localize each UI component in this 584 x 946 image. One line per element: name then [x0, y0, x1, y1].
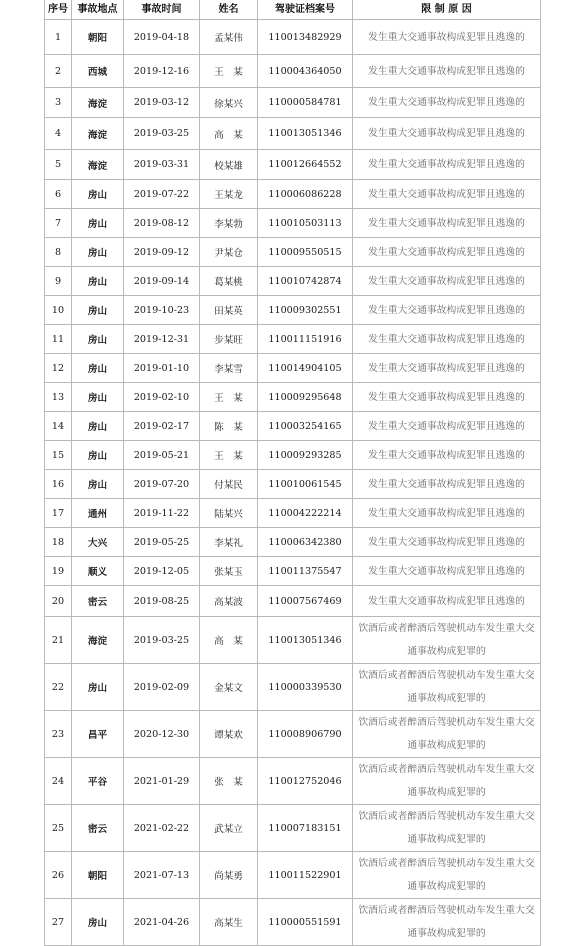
header-index: 序号	[45, 0, 72, 20]
cell-name: 徐某兴	[200, 88, 258, 118]
cell-date: 2019-02-09	[124, 664, 200, 711]
cell-index: 4	[45, 118, 72, 150]
cell-reason: 发生重大交通事故构成犯罪且逃逸的	[353, 238, 541, 267]
cell-license-no: 110011522901	[258, 852, 353, 899]
cell-index: 17	[45, 499, 72, 528]
cell-index: 12	[45, 354, 72, 383]
cell-index: 6	[45, 180, 72, 209]
cell-date: 2019-09-14	[124, 267, 200, 296]
cell-name: 张某玉	[200, 557, 258, 586]
cell-name: 王 某	[200, 383, 258, 412]
cell-index: 11	[45, 325, 72, 354]
cell-reason: 发生重大交通事故构成犯罪且逃逸的	[353, 296, 541, 325]
cell-date: 2019-07-20	[124, 470, 200, 499]
cell-index: 9	[45, 267, 72, 296]
cell-date: 2019-03-25	[124, 118, 200, 150]
cell-location: 房山	[72, 325, 124, 354]
cell-index: 10	[45, 296, 72, 325]
table-row	[45, 441, 541, 470]
cell-index: 19	[45, 557, 72, 586]
cell-reason: 发生重大交通事故构成犯罪且逃逸的	[353, 499, 541, 528]
table-row	[45, 412, 541, 441]
table-row	[45, 528, 541, 557]
cell-name: 李某礼	[200, 528, 258, 557]
cell-index: 20	[45, 586, 72, 617]
cell-reason: 发生重大交通事故构成犯罪且逃逸的	[353, 267, 541, 296]
cell-name: 谭某欢	[200, 711, 258, 758]
cell-reason: 发生重大交通事故构成犯罪且逃逸的	[353, 88, 541, 118]
cell-location: 房山	[72, 180, 124, 209]
cell-location: 密云	[72, 586, 124, 617]
cell-license-no: 110004364050	[258, 55, 353, 88]
cell-reason: 饮酒后或者醉酒后驾驶机动车发生重大交通事故构成犯罪的	[353, 852, 541, 899]
cell-index: 15	[45, 441, 72, 470]
cell-date: 2019-03-12	[124, 88, 200, 118]
cell-license-no: 110003254165	[258, 412, 353, 441]
table-row	[45, 557, 541, 586]
cell-location: 房山	[72, 441, 124, 470]
cell-reason: 发生重大交通事故构成犯罪且逃逸的	[353, 586, 541, 617]
cell-index: 18	[45, 528, 72, 557]
cell-reason: 饮酒后或者醉酒后驾驶机动车发生重大交通事故构成犯罪的	[353, 711, 541, 758]
cell-date: 2019-09-12	[124, 238, 200, 267]
table-row	[45, 586, 541, 617]
table-row	[45, 296, 541, 325]
restriction-table	[44, 0, 541, 946]
table-row	[45, 711, 541, 758]
cell-reason: 饮酒后或者醉酒后驾驶机动车发生重大交通事故构成犯罪的	[353, 617, 541, 664]
header-location: 事故地点	[72, 0, 124, 20]
cell-index: 24	[45, 758, 72, 805]
cell-name: 李某雪	[200, 354, 258, 383]
cell-location: 海淀	[72, 88, 124, 118]
cell-license-no: 110012752046	[258, 758, 353, 805]
cell-date: 2019-03-25	[124, 617, 200, 664]
table-row	[45, 470, 541, 499]
cell-name: 葛某桃	[200, 267, 258, 296]
table-row	[45, 150, 541, 180]
cell-location: 顺义	[72, 557, 124, 586]
table-row	[45, 852, 541, 899]
cell-name: 李某勃	[200, 209, 258, 238]
cell-name: 高某生	[200, 899, 258, 946]
table-row	[45, 209, 541, 238]
cell-date: 2021-02-22	[124, 805, 200, 852]
cell-location: 海淀	[72, 118, 124, 150]
cell-name: 孟某伟	[200, 20, 258, 55]
cell-name: 校某雄	[200, 150, 258, 180]
table-row	[45, 383, 541, 412]
header-row	[45, 0, 541, 20]
cell-index: 22	[45, 664, 72, 711]
cell-reason: 饮酒后或者醉酒后驾驶机动车发生重大交通事故构成犯罪的	[353, 758, 541, 805]
cell-name: 尹某仓	[200, 238, 258, 267]
cell-license-no: 110008906790	[258, 711, 353, 758]
cell-date: 2019-01-10	[124, 354, 200, 383]
cell-location: 房山	[72, 238, 124, 267]
cell-license-no: 110012664552	[258, 150, 353, 180]
cell-name: 尚某勇	[200, 852, 258, 899]
cell-index: 5	[45, 150, 72, 180]
cell-date: 2019-12-05	[124, 557, 200, 586]
cell-index: 26	[45, 852, 72, 899]
cell-license-no: 110009550515	[258, 238, 353, 267]
cell-location: 通州	[72, 499, 124, 528]
cell-index: 13	[45, 383, 72, 412]
cell-location: 海淀	[72, 617, 124, 664]
cell-date: 2019-05-25	[124, 528, 200, 557]
cell-name: 高 某	[200, 617, 258, 664]
table-row	[45, 354, 541, 383]
cell-license-no: 110013051346	[258, 118, 353, 150]
cell-location: 房山	[72, 899, 124, 946]
cell-date: 2019-12-16	[124, 55, 200, 88]
cell-index: 3	[45, 88, 72, 118]
cell-date: 2019-07-22	[124, 180, 200, 209]
cell-location: 房山	[72, 209, 124, 238]
cell-date: 2019-03-31	[124, 150, 200, 180]
cell-reason: 发生重大交通事故构成犯罪且逃逸的	[353, 180, 541, 209]
cell-name: 王 某	[200, 441, 258, 470]
cell-location: 平谷	[72, 758, 124, 805]
cell-location: 朝阳	[72, 852, 124, 899]
cell-name: 田某英	[200, 296, 258, 325]
cell-location: 房山	[72, 412, 124, 441]
table-row	[45, 899, 541, 946]
table-row	[45, 617, 541, 664]
cell-reason: 发生重大交通事故构成犯罪且逃逸的	[353, 209, 541, 238]
cell-name: 陆某兴	[200, 499, 258, 528]
cell-location: 西城	[72, 55, 124, 88]
cell-date: 2021-04-26	[124, 899, 200, 946]
cell-location: 昌平	[72, 711, 124, 758]
cell-name: 王 某	[200, 55, 258, 88]
cell-location: 房山	[72, 296, 124, 325]
cell-reason: 发生重大交通事故构成犯罪且逃逸的	[353, 557, 541, 586]
cell-location: 房山	[72, 354, 124, 383]
cell-name: 付某民	[200, 470, 258, 499]
cell-date: 2019-05-21	[124, 441, 200, 470]
cell-reason: 发生重大交通事故构成犯罪且逃逸的	[353, 441, 541, 470]
cell-name: 步某旺	[200, 325, 258, 354]
cell-reason: 饮酒后或者醉酒后驾驶机动车发生重大交通事故构成犯罪的	[353, 899, 541, 946]
table-row	[45, 118, 541, 150]
cell-date: 2019-08-12	[124, 209, 200, 238]
cell-index: 25	[45, 805, 72, 852]
cell-name: 王某龙	[200, 180, 258, 209]
cell-index: 7	[45, 209, 72, 238]
table-row	[45, 55, 541, 88]
table-row	[45, 805, 541, 852]
table-row	[45, 499, 541, 528]
header-license-no: 驾驶证档案号	[258, 0, 353, 20]
cell-index: 14	[45, 412, 72, 441]
cell-license-no: 110006342380	[258, 528, 353, 557]
cell-location: 海淀	[72, 150, 124, 180]
cell-location: 大兴	[72, 528, 124, 557]
table-row	[45, 88, 541, 118]
cell-index: 2	[45, 55, 72, 88]
cell-date: 2020-12-30	[124, 711, 200, 758]
cell-location: 密云	[72, 805, 124, 852]
cell-license-no: 110013482929	[258, 20, 353, 55]
cell-location: 房山	[72, 267, 124, 296]
cell-index: 27	[45, 899, 72, 946]
cell-reason: 发生重大交通事故构成犯罪且逃逸的	[353, 118, 541, 150]
cell-index: 21	[45, 617, 72, 664]
cell-reason: 发生重大交通事故构成犯罪且逃逸的	[353, 150, 541, 180]
cell-location: 房山	[72, 383, 124, 412]
cell-name: 武某立	[200, 805, 258, 852]
cell-license-no: 110011151916	[258, 325, 353, 354]
cell-reason: 发生重大交通事故构成犯罪且逃逸的	[353, 412, 541, 441]
cell-index: 8	[45, 238, 72, 267]
cell-name: 张 某	[200, 758, 258, 805]
cell-date: 2019-02-17	[124, 412, 200, 441]
cell-date: 2019-10-23	[124, 296, 200, 325]
cell-license-no: 110011375547	[258, 557, 353, 586]
cell-license-no: 110007183151	[258, 805, 353, 852]
cell-reason: 发生重大交通事故构成犯罪且逃逸的	[353, 470, 541, 499]
cell-reason: 发生重大交通事故构成犯罪且逃逸的	[353, 528, 541, 557]
cell-date: 2019-11-22	[124, 499, 200, 528]
cell-reason: 发生重大交通事故构成犯罪且逃逸的	[353, 55, 541, 88]
cell-date: 2019-08-25	[124, 586, 200, 617]
cell-date: 2021-01-29	[124, 758, 200, 805]
cell-license-no: 110009295648	[258, 383, 353, 412]
header-reason: 限 制 原 因	[353, 0, 541, 20]
cell-location: 房山	[72, 664, 124, 711]
cell-reason: 发生重大交通事故构成犯罪且逃逸的	[353, 325, 541, 354]
cell-index: 16	[45, 470, 72, 499]
cell-license-no: 110000339530	[258, 664, 353, 711]
table-row	[45, 325, 541, 354]
table-row	[45, 267, 541, 296]
cell-date: 2019-12-31	[124, 325, 200, 354]
cell-reason: 饮酒后或者醉酒后驾驶机动车发生重大交通事故构成犯罪的	[353, 805, 541, 852]
table-row	[45, 664, 541, 711]
cell-license-no: 110009302551	[258, 296, 353, 325]
cell-reason: 发生重大交通事故构成犯罪且逃逸的	[353, 383, 541, 412]
cell-license-no: 110010503113	[258, 209, 353, 238]
cell-index: 23	[45, 711, 72, 758]
cell-name: 高 某	[200, 118, 258, 150]
cell-license-no: 110000551591	[258, 899, 353, 946]
table-row	[45, 20, 541, 55]
cell-license-no: 110007567469	[258, 586, 353, 617]
table-row	[45, 758, 541, 805]
cell-license-no: 110009293285	[258, 441, 353, 470]
header-name: 姓名	[200, 0, 258, 20]
cell-date: 2019-04-18	[124, 20, 200, 55]
header-date: 事故时间	[124, 0, 200, 20]
cell-license-no: 110013051346	[258, 617, 353, 664]
cell-reason: 发生重大交通事故构成犯罪且逃逸的	[353, 354, 541, 383]
cell-license-no: 110010742874	[258, 267, 353, 296]
cell-name: 高某波	[200, 586, 258, 617]
cell-license-no: 110014904105	[258, 354, 353, 383]
cell-reason: 饮酒后或者醉酒后驾驶机动车发生重大交通事故构成犯罪的	[353, 664, 541, 711]
cell-location: 房山	[72, 470, 124, 499]
table-row	[45, 180, 541, 209]
cell-name: 金某文	[200, 664, 258, 711]
cell-name: 陈 某	[200, 412, 258, 441]
cell-date: 2019-02-10	[124, 383, 200, 412]
cell-date: 2021-07-13	[124, 852, 200, 899]
cell-license-no: 110006086228	[258, 180, 353, 209]
cell-license-no: 110004222214	[258, 499, 353, 528]
table-row	[45, 238, 541, 267]
cell-license-no: 110000584781	[258, 88, 353, 118]
cell-license-no: 110010061545	[258, 470, 353, 499]
cell-reason: 发生重大交通事故构成犯罪且逃逸的	[353, 20, 541, 55]
cell-index: 1	[45, 20, 72, 55]
cell-location: 朝阳	[72, 20, 124, 55]
